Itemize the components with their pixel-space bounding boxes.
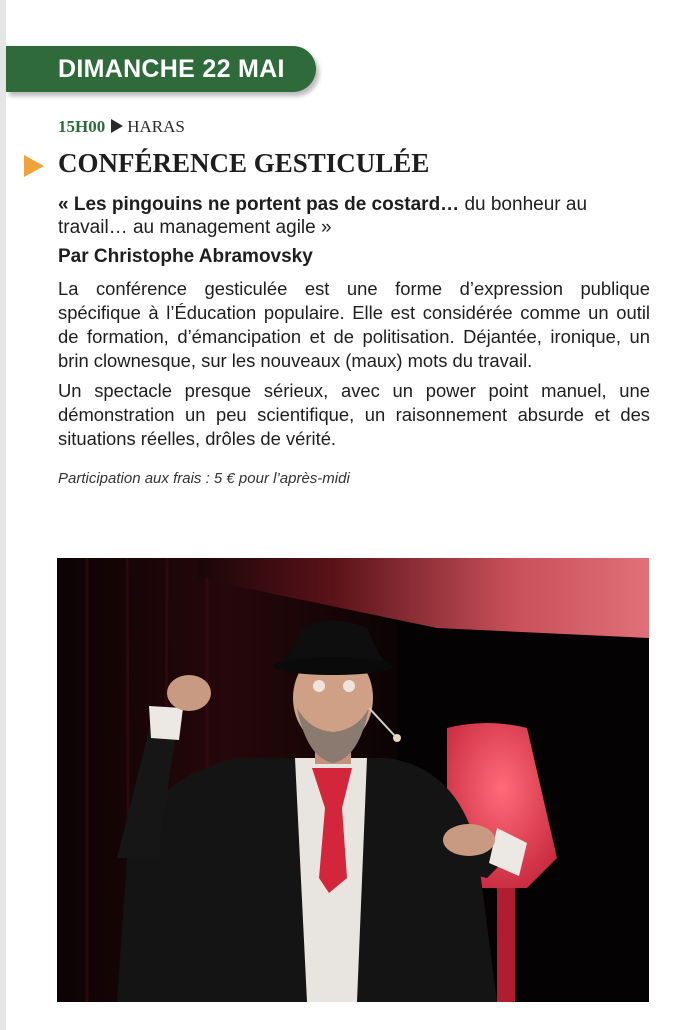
date-label: DIMANCHE 22 MAI <box>58 55 285 83</box>
performer-photo-illustration <box>57 558 649 1002</box>
time-location-line <box>58 117 185 137</box>
performer-photo <box>57 558 649 1002</box>
event-location: HARAS <box>127 117 185 136</box>
play-triangle-icon <box>111 119 123 133</box>
page-margin-rule <box>0 0 6 1030</box>
participation-note: Participation aux frais : 5 € pour l’après-midi <box>58 470 350 487</box>
subtitle-rest: du bonheur au travail… au management agile » <box>58 194 588 238</box>
description-paragraph-2: Un spectacle presque sérieux, avec un power point manuel, une démonstration un peu scientifique, un raisonnement absurde et des situations réelles, drôles de vérité. <box>58 380 650 449</box>
date-banner <box>6 46 316 92</box>
title-marker-icon <box>24 155 44 177</box>
description-paragraph-1: La conférence gesticulée est une forme d’expression publique spécifique à l’Éducation populaire. Elle est considérée comme un outil de formation, d’émancipation et de politisation. Déjantée, ironique, un brin clownesque, sur les nouveaux (maux) mots du travail. <box>58 278 650 371</box>
event-time: 15H00 <box>58 117 106 136</box>
subtitle-bold: « Les pingouins ne portent pas de costard… <box>58 194 460 215</box>
event-author: Par Christophe Abramovsky <box>58 246 313 267</box>
event-title: CONFÉRENCE GESTICULÉE <box>58 148 430 178</box>
event-subtitle <box>58 193 618 239</box>
